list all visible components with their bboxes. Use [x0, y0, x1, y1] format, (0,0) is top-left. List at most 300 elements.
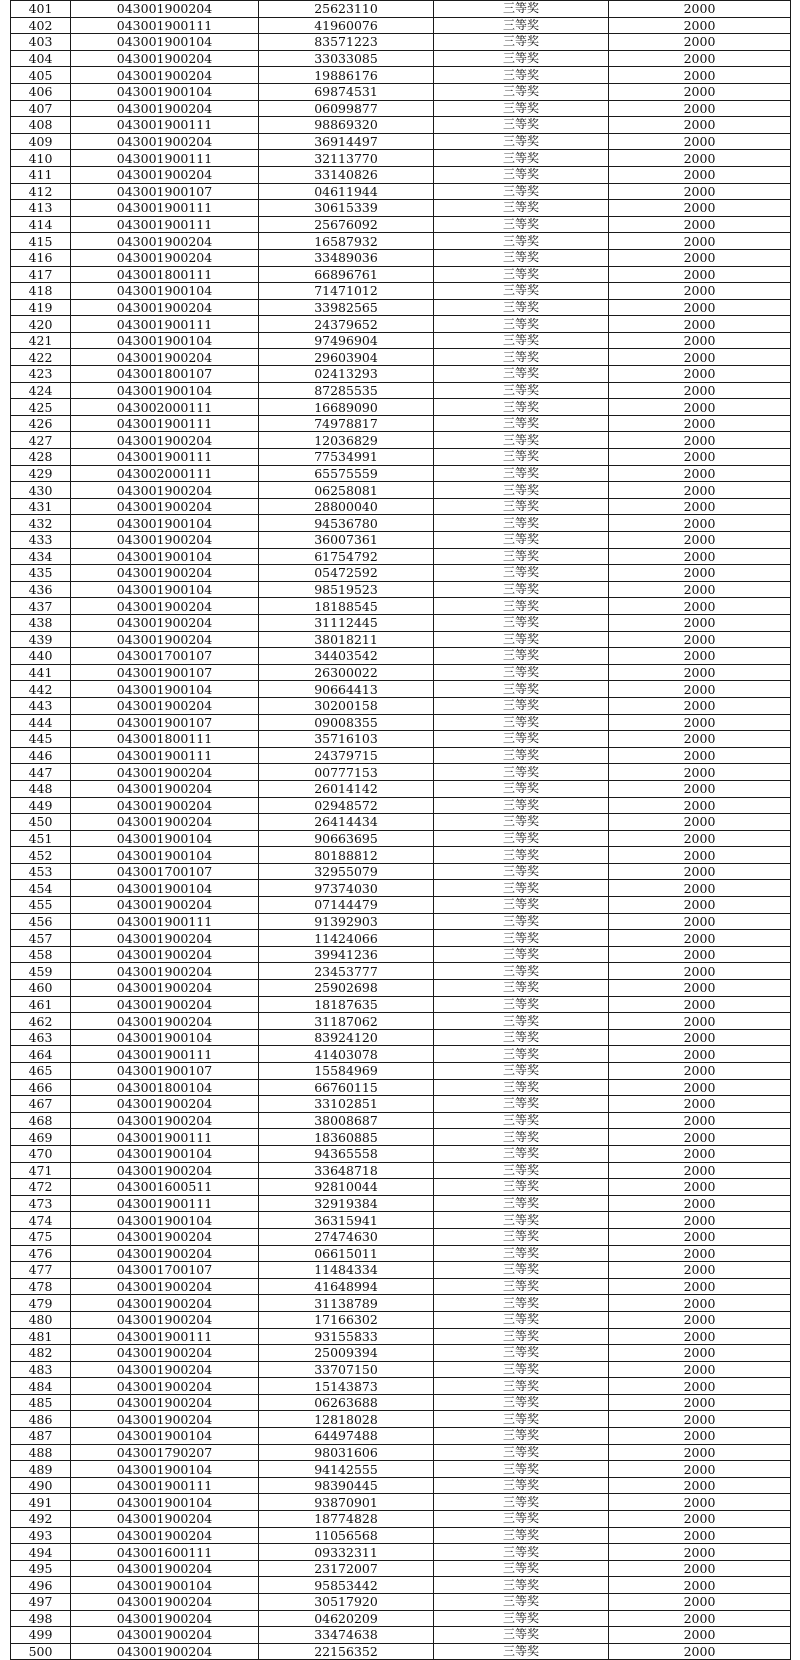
- table-row: [11, 449, 791, 466]
- prize-amount-cell: 2000: [609, 100, 791, 117]
- serial-number-cell: 428: [11, 449, 71, 466]
- invoice-code-cell: 043001900204: [71, 1245, 259, 1262]
- table-row: [11, 1411, 791, 1428]
- serial-number-cell: 437: [11, 598, 71, 615]
- table-row: [11, 1013, 791, 1030]
- table-row: [11, 515, 791, 532]
- prize-amount-cell: 2000: [609, 283, 791, 300]
- serial-number-cell: 474: [11, 1212, 71, 1229]
- prize-amount-cell: 2000: [609, 681, 791, 698]
- table-row: [11, 1594, 791, 1611]
- serial-number-cell: 491: [11, 1494, 71, 1511]
- prize-amount-cell: 2000: [609, 1627, 791, 1644]
- invoice-code-cell: 043001800111: [71, 266, 259, 283]
- invoice-code-cell: 043001900204: [71, 1162, 259, 1179]
- prize-level-cell: 三等奖: [434, 581, 609, 598]
- prize-level-cell: 三等奖: [434, 316, 609, 333]
- table-row: [11, 697, 791, 714]
- invoice-code-cell: 043001900204: [71, 432, 259, 449]
- serial-number-cell: 401: [11, 1, 71, 18]
- serial-number-cell: 454: [11, 880, 71, 897]
- prize-amount-cell: 2000: [609, 847, 791, 864]
- prize-amount-cell: 2000: [609, 930, 791, 947]
- prize-amount-cell: 2000: [609, 1096, 791, 1113]
- table-row: [11, 1145, 791, 1162]
- prize-level-cell: 三等奖: [434, 764, 609, 781]
- serial-number-cell: 436: [11, 581, 71, 598]
- invoice-code-cell: 043001900104: [71, 34, 259, 51]
- table-row: [11, 1328, 791, 1345]
- serial-number-cell: 422: [11, 349, 71, 366]
- invoice-number-cell: 22156352: [259, 1643, 434, 1660]
- serial-number-cell: 433: [11, 532, 71, 549]
- invoice-code-cell: 043001900204: [71, 780, 259, 797]
- invoice-code-cell: 043001900204: [71, 1378, 259, 1395]
- table-row: [11, 1, 791, 18]
- invoice-code-cell: 043001900204: [71, 133, 259, 150]
- invoice-number-cell: 35716103: [259, 731, 434, 748]
- prize-amount-cell: 2000: [609, 1212, 791, 1229]
- prize-amount-cell: 2000: [609, 34, 791, 51]
- prize-level-cell: 三等奖: [434, 681, 609, 698]
- prize-level-cell: 三等奖: [434, 150, 609, 167]
- prize-level-cell: 三等奖: [434, 980, 609, 997]
- serial-number-cell: 441: [11, 664, 71, 681]
- invoice-number-cell: 71471012: [259, 283, 434, 300]
- serial-number-cell: 408: [11, 117, 71, 134]
- table-row: [11, 548, 791, 565]
- serial-number-cell: 483: [11, 1361, 71, 1378]
- invoice-code-cell: 043001900111: [71, 1328, 259, 1345]
- invoice-code-cell: 043001900204: [71, 1013, 259, 1030]
- prize-level-cell: 三等奖: [434, 1610, 609, 1627]
- invoice-code-cell: 043001900104: [71, 332, 259, 349]
- prize-level-cell: 三等奖: [434, 200, 609, 217]
- serial-number-cell: 462: [11, 1013, 71, 1030]
- table-row: [11, 1311, 791, 1328]
- prize-level-cell: 三等奖: [434, 299, 609, 316]
- serial-number-cell: 451: [11, 830, 71, 847]
- invoice-code-cell: 043001900111: [71, 316, 259, 333]
- serial-number-cell: 403: [11, 34, 71, 51]
- table-row: [11, 349, 791, 366]
- invoice-number-cell: 30517920: [259, 1594, 434, 1611]
- invoice-number-cell: 24379715: [259, 747, 434, 764]
- prize-level-cell: 三等奖: [434, 332, 609, 349]
- prize-level-cell: 三等奖: [434, 515, 609, 532]
- invoice-number-cell: 65575559: [259, 465, 434, 482]
- prize-amount-cell: 2000: [609, 249, 791, 266]
- prize-amount-cell: 2000: [609, 316, 791, 333]
- invoice-number-cell: 09332311: [259, 1544, 434, 1561]
- prize-level-cell: 三等奖: [434, 1577, 609, 1594]
- prize-level-cell: 三等奖: [434, 1129, 609, 1146]
- invoice-code-cell: 043001900204: [71, 299, 259, 316]
- prize-amount-cell: 2000: [609, 1112, 791, 1129]
- serial-number-cell: 426: [11, 415, 71, 432]
- table-row: [11, 399, 791, 416]
- serial-number-cell: 418: [11, 283, 71, 300]
- invoice-number-cell: 02948572: [259, 797, 434, 814]
- serial-number-cell: 452: [11, 847, 71, 864]
- table-row: [11, 1511, 791, 1528]
- serial-number-cell: 489: [11, 1461, 71, 1478]
- invoice-number-cell: 97374030: [259, 880, 434, 897]
- prize-level-cell: 三等奖: [434, 1594, 609, 1611]
- table-row: [11, 166, 791, 183]
- table-row: [11, 1560, 791, 1577]
- prize-amount-cell: 2000: [609, 1029, 791, 1046]
- prize-amount-cell: 2000: [609, 697, 791, 714]
- serial-number-cell: 423: [11, 366, 71, 383]
- invoice-code-cell: 043001900204: [71, 930, 259, 947]
- prize-level-cell: 三等奖: [434, 565, 609, 582]
- serial-number-cell: 464: [11, 1046, 71, 1063]
- invoice-code-cell: 043001900111: [71, 1477, 259, 1494]
- invoice-number-cell: 24379652: [259, 316, 434, 333]
- invoice-number-cell: 94142555: [259, 1461, 434, 1478]
- prize-amount-cell: 2000: [609, 814, 791, 831]
- invoice-number-cell: 30200158: [259, 697, 434, 714]
- prize-amount-cell: 2000: [609, 664, 791, 681]
- prize-amount-cell: 2000: [609, 714, 791, 731]
- serial-number-cell: 424: [11, 382, 71, 399]
- serial-number-cell: 488: [11, 1444, 71, 1461]
- serial-number-cell: 480: [11, 1311, 71, 1328]
- invoice-number-cell: 74978817: [259, 415, 434, 432]
- prize-level-cell: 三等奖: [434, 847, 609, 864]
- serial-number-cell: 456: [11, 913, 71, 930]
- prize-amount-cell: 2000: [609, 830, 791, 847]
- prize-amount-cell: 2000: [609, 797, 791, 814]
- serial-number-cell: 406: [11, 83, 71, 100]
- table-row: [11, 366, 791, 383]
- invoice-code-cell: 043001900111: [71, 150, 259, 167]
- prize-level-cell: 三等奖: [434, 1112, 609, 1129]
- invoice-number-cell: 83924120: [259, 1029, 434, 1046]
- invoice-number-cell: 90664413: [259, 681, 434, 698]
- prize-amount-cell: 2000: [609, 415, 791, 432]
- table-row: [11, 1029, 791, 1046]
- prize-amount-cell: 2000: [609, 1145, 791, 1162]
- prize-level-cell: 三等奖: [434, 83, 609, 100]
- table-row: [11, 283, 791, 300]
- prize-amount-cell: 2000: [609, 1594, 791, 1611]
- serial-number-cell: 443: [11, 697, 71, 714]
- serial-number-cell: 417: [11, 266, 71, 283]
- invoice-code-cell: 043001900204: [71, 797, 259, 814]
- prize-amount-cell: 2000: [609, 150, 791, 167]
- invoice-code-cell: 043001900204: [71, 897, 259, 914]
- serial-number-cell: 484: [11, 1378, 71, 1395]
- invoice-number-cell: 28800040: [259, 498, 434, 515]
- prize-level-cell: 三等奖: [434, 50, 609, 67]
- serial-number-cell: 461: [11, 996, 71, 1013]
- invoice-code-cell: 043001900104: [71, 681, 259, 698]
- prize-amount-cell: 2000: [609, 432, 791, 449]
- table-row: [11, 880, 791, 897]
- invoice-code-cell: 043001900204: [71, 963, 259, 980]
- serial-number-cell: 497: [11, 1594, 71, 1611]
- prize-level-cell: 三等奖: [434, 648, 609, 665]
- table-row: [11, 930, 791, 947]
- serial-number-cell: 434: [11, 548, 71, 565]
- table-row: [11, 249, 791, 266]
- serial-number-cell: 415: [11, 233, 71, 250]
- invoice-number-cell: 32919384: [259, 1195, 434, 1212]
- prize-amount-cell: 2000: [609, 349, 791, 366]
- table-row: [11, 581, 791, 598]
- prize-level-cell: 三等奖: [434, 415, 609, 432]
- invoice-number-cell: 33982565: [259, 299, 434, 316]
- invoice-number-cell: 41960076: [259, 17, 434, 34]
- prize-amount-cell: 2000: [609, 233, 791, 250]
- table-row: [11, 133, 791, 150]
- invoice-code-cell: 043001900204: [71, 482, 259, 499]
- invoice-number-cell: 98031606: [259, 1444, 434, 1461]
- invoice-number-cell: 15584969: [259, 1063, 434, 1080]
- prize-amount-cell: 2000: [609, 1577, 791, 1594]
- invoice-number-cell: 41648994: [259, 1278, 434, 1295]
- invoice-number-cell: 06615011: [259, 1245, 434, 1262]
- invoice-number-cell: 18774828: [259, 1511, 434, 1528]
- prize-level-cell: 三等奖: [434, 1195, 609, 1212]
- invoice-number-cell: 39941236: [259, 946, 434, 963]
- table-row: [11, 465, 791, 482]
- prize-level-cell: 三等奖: [434, 863, 609, 880]
- serial-number-cell: 446: [11, 747, 71, 764]
- serial-number-cell: 477: [11, 1262, 71, 1279]
- prize-level-cell: 三等奖: [434, 1228, 609, 1245]
- invoice-number-cell: 26414434: [259, 814, 434, 831]
- table-row: [11, 1195, 791, 1212]
- invoice-number-cell: 83571223: [259, 34, 434, 51]
- serial-number-cell: 413: [11, 200, 71, 217]
- table-row: [11, 1627, 791, 1644]
- prize-amount-cell: 2000: [609, 1444, 791, 1461]
- prize-level-cell: 三等奖: [434, 233, 609, 250]
- prize-amount-cell: 2000: [609, 731, 791, 748]
- prize-level-cell: 三等奖: [434, 465, 609, 482]
- prize-level-cell: 三等奖: [434, 133, 609, 150]
- invoice-number-cell: 91392903: [259, 913, 434, 930]
- serial-number-cell: 447: [11, 764, 71, 781]
- prize-level-cell: 三等奖: [434, 1179, 609, 1196]
- invoice-number-cell: 07144479: [259, 897, 434, 914]
- invoice-code-cell: 043002000111: [71, 399, 259, 416]
- invoice-number-cell: 04620209: [259, 1610, 434, 1627]
- table-row: [11, 1179, 791, 1196]
- invoice-number-cell: 23172007: [259, 1560, 434, 1577]
- prize-amount-cell: 2000: [609, 1228, 791, 1245]
- invoice-number-cell: 33474638: [259, 1627, 434, 1644]
- invoice-code-cell: 043001900204: [71, 166, 259, 183]
- serial-number-cell: 448: [11, 780, 71, 797]
- serial-number-cell: 410: [11, 150, 71, 167]
- invoice-number-cell: 94536780: [259, 515, 434, 532]
- prize-level-cell: 三等奖: [434, 880, 609, 897]
- invoice-code-cell: 043001900204: [71, 249, 259, 266]
- serial-number-cell: 494: [11, 1544, 71, 1561]
- serial-number-cell: 495: [11, 1560, 71, 1577]
- table-row: [11, 200, 791, 217]
- table-row: [11, 83, 791, 100]
- prize-level-cell: 三等奖: [434, 1560, 609, 1577]
- table-row: [11, 996, 791, 1013]
- invoice-number-cell: 12036829: [259, 432, 434, 449]
- table-row: [11, 266, 791, 283]
- invoice-code-cell: 043001900204: [71, 498, 259, 515]
- invoice-code-cell: 043001900107: [71, 183, 259, 200]
- prize-level-cell: 三等奖: [434, 1212, 609, 1229]
- prize-level-cell: 三等奖: [434, 1046, 609, 1063]
- invoice-code-cell: 043001900204: [71, 614, 259, 631]
- invoice-number-cell: 16689090: [259, 399, 434, 416]
- invoice-code-cell: 043001900104: [71, 1461, 259, 1478]
- prize-level-cell: 三等奖: [434, 17, 609, 34]
- prize-level-cell: 三等奖: [434, 1494, 609, 1511]
- invoice-code-cell: 043001900104: [71, 830, 259, 847]
- prize-level-cell: 三等奖: [434, 1643, 609, 1660]
- invoice-code-cell: 043001900204: [71, 349, 259, 366]
- serial-number-cell: 429: [11, 465, 71, 482]
- invoice-code-cell: 043001900111: [71, 200, 259, 217]
- invoice-code-cell: 043001900204: [71, 1311, 259, 1328]
- prize-level-cell: 三等奖: [434, 1, 609, 18]
- invoice-code-cell: 043001900111: [71, 415, 259, 432]
- table-row: [11, 1278, 791, 1295]
- serial-number-cell: 470: [11, 1145, 71, 1162]
- invoice-code-cell: 043001600111: [71, 1544, 259, 1561]
- serial-number-cell: 499: [11, 1627, 71, 1644]
- invoice-code-cell: 043001800104: [71, 1079, 259, 1096]
- invoice-code-cell: 043001900204: [71, 50, 259, 67]
- serial-number-cell: 496: [11, 1577, 71, 1594]
- prize-amount-cell: 2000: [609, 1494, 791, 1511]
- prize-level-cell: 三等奖: [434, 216, 609, 233]
- invoice-code-cell: 043001900104: [71, 1428, 259, 1445]
- prize-amount-cell: 2000: [609, 465, 791, 482]
- table-row: [11, 814, 791, 831]
- table-row: [11, 946, 791, 963]
- invoice-code-cell: 043001900204: [71, 764, 259, 781]
- prize-amount-cell: 2000: [609, 1, 791, 18]
- serial-number-cell: 466: [11, 1079, 71, 1096]
- prize-level-cell: 三等奖: [434, 1411, 609, 1428]
- invoice-code-cell: 043001700107: [71, 863, 259, 880]
- serial-number-cell: 492: [11, 1511, 71, 1528]
- serial-number-cell: 453: [11, 863, 71, 880]
- prize-level-cell: 三等奖: [434, 714, 609, 731]
- invoice-code-cell: 043001900204: [71, 996, 259, 1013]
- invoice-code-cell: 043001900111: [71, 747, 259, 764]
- prize-level-cell: 三等奖: [434, 482, 609, 499]
- invoice-code-cell: 043001900111: [71, 449, 259, 466]
- invoice-code-cell: 043001790207: [71, 1444, 259, 1461]
- invoice-code-cell: 043001900104: [71, 515, 259, 532]
- invoice-number-cell: 17166302: [259, 1311, 434, 1328]
- prize-level-cell: 三等奖: [434, 664, 609, 681]
- invoice-number-cell: 66896761: [259, 266, 434, 283]
- prize-level-cell: 三等奖: [434, 1511, 609, 1528]
- table-row: [11, 1444, 791, 1461]
- invoice-number-cell: 95853442: [259, 1577, 434, 1594]
- invoice-code-cell: 043001900104: [71, 880, 259, 897]
- table-row: [11, 498, 791, 515]
- prize-level-cell: 三等奖: [434, 697, 609, 714]
- serial-number-cell: 435: [11, 565, 71, 582]
- serial-number-cell: 458: [11, 946, 71, 963]
- invoice-number-cell: 16587932: [259, 233, 434, 250]
- prize-amount-cell: 2000: [609, 1328, 791, 1345]
- prize-level-cell: 三等奖: [434, 166, 609, 183]
- table-row: [11, 614, 791, 631]
- serial-number-cell: 460: [11, 980, 71, 997]
- table-row: [11, 316, 791, 333]
- table-row: [11, 648, 791, 665]
- serial-number-cell: 487: [11, 1428, 71, 1445]
- prize-level-cell: 三等奖: [434, 1079, 609, 1096]
- table-row: [11, 482, 791, 499]
- serial-number-cell: 485: [11, 1394, 71, 1411]
- prize-amount-cell: 2000: [609, 1013, 791, 1030]
- invoice-code-cell: 043001900204: [71, 814, 259, 831]
- prize-amount-cell: 2000: [609, 482, 791, 499]
- serial-number-cell: 431: [11, 498, 71, 515]
- table-row: [11, 764, 791, 781]
- table-row: [11, 747, 791, 764]
- invoice-number-cell: 33102851: [259, 1096, 434, 1113]
- prize-level-cell: 三等奖: [434, 797, 609, 814]
- prize-amount-cell: 2000: [609, 50, 791, 67]
- invoice-number-cell: 92810044: [259, 1179, 434, 1196]
- invoice-number-cell: 12818028: [259, 1411, 434, 1428]
- invoice-code-cell: 043001900204: [71, 565, 259, 582]
- prize-amount-cell: 2000: [609, 266, 791, 283]
- invoice-number-cell: 36315941: [259, 1212, 434, 1229]
- prize-level-cell: 三等奖: [434, 266, 609, 283]
- table-row: [11, 598, 791, 615]
- serial-number-cell: 442: [11, 681, 71, 698]
- invoice-number-cell: 77534991: [259, 449, 434, 466]
- prize-amount-cell: 2000: [609, 299, 791, 316]
- serial-number-cell: 455: [11, 897, 71, 914]
- prize-winners-table: [10, 0, 791, 1660]
- table-row: [11, 382, 791, 399]
- invoice-code-cell: 043001900204: [71, 697, 259, 714]
- prize-amount-cell: 2000: [609, 880, 791, 897]
- invoice-number-cell: 31138789: [259, 1295, 434, 1312]
- prize-amount-cell: 2000: [609, 1179, 791, 1196]
- table-row: [11, 1394, 791, 1411]
- table-row: [11, 1643, 791, 1660]
- prize-amount-cell: 2000: [609, 980, 791, 997]
- prize-amount-cell: 2000: [609, 1643, 791, 1660]
- prize-level-cell: 三等奖: [434, 1311, 609, 1328]
- prize-amount-cell: 2000: [609, 1129, 791, 1146]
- serial-number-cell: 450: [11, 814, 71, 831]
- invoice-number-cell: 66760115: [259, 1079, 434, 1096]
- prize-level-cell: 三等奖: [434, 930, 609, 947]
- serial-number-cell: 444: [11, 714, 71, 731]
- invoice-code-cell: 043001900204: [71, 1527, 259, 1544]
- serial-number-cell: 500: [11, 1643, 71, 1660]
- invoice-number-cell: 25676092: [259, 216, 434, 233]
- prize-amount-cell: 2000: [609, 449, 791, 466]
- invoice-number-cell: 41403078: [259, 1046, 434, 1063]
- prize-amount-cell: 2000: [609, 382, 791, 399]
- table-row: [11, 150, 791, 167]
